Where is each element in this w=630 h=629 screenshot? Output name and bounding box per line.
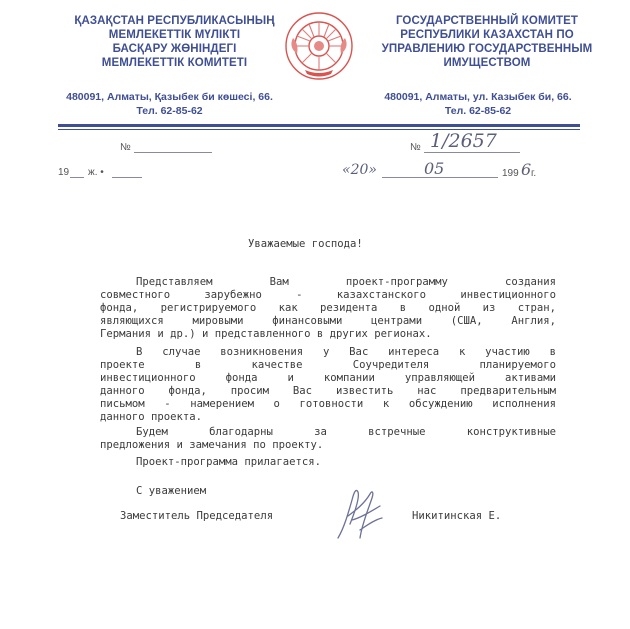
paragraph-line: фонда, регистрируемого как резидента в одной из стран, bbox=[100, 302, 556, 314]
greeting: Уважаемые господа! bbox=[248, 238, 363, 250]
signer-title: Заместитель Председателя bbox=[120, 510, 274, 522]
paragraph-line: данного фонда, просим Вас известить нас предварительным bbox=[100, 385, 556, 397]
closing: С уважением bbox=[136, 485, 207, 497]
phone-text: Тел. 62-85-62 bbox=[136, 105, 203, 117]
address-text: 480091, Алматы, Қазыбек би көшесі, 66. bbox=[66, 91, 273, 103]
left-date-suffix: ж. • bbox=[88, 167, 104, 178]
letterhead-left-line: ҚАЗАҚСТАН РЕСПУБЛИКАСЫНЫҢ bbox=[74, 15, 275, 27]
left-date-prefix: 19 bbox=[58, 167, 70, 178]
letterhead-right-line: ИМУЩЕСТВОМ bbox=[443, 57, 531, 69]
left-number-line bbox=[134, 152, 212, 153]
letterhead-kazakh-title bbox=[62, 14, 287, 70]
right-date-year-prefix: 199 bbox=[502, 168, 519, 179]
paragraph-3 bbox=[100, 426, 556, 452]
letterhead-right-line: УПРАВЛЕНИЮ ГОСУДАРСТВЕННЫМ bbox=[381, 43, 593, 55]
paragraph-line: совместного зарубежно - казахстанского инвестиционного bbox=[100, 289, 556, 301]
handwritten-signature-icon bbox=[330, 480, 390, 546]
paragraph-2 bbox=[100, 346, 556, 424]
letterhead-left-line: МЕМЛЕКЕТТІК КОМИТЕТІ bbox=[101, 57, 248, 69]
right-number-value: 1/2657 bbox=[430, 130, 497, 152]
left-date-line bbox=[70, 177, 84, 178]
state-emblem-icon bbox=[283, 10, 355, 82]
letterhead-right-line: ГОСУДАРСТВЕННЫЙ КОМИТЕТ bbox=[395, 15, 579, 27]
right-number-line bbox=[424, 152, 520, 153]
letterhead-russian-title bbox=[372, 14, 602, 70]
paragraph-line: предложения и замечания по проекту. bbox=[100, 439, 324, 451]
paragraph-line: проекте в качестве Соучредителя планируемого bbox=[100, 359, 556, 371]
paragraph-4: Проект-программа прилагается. bbox=[136, 456, 321, 468]
right-date-year-suffix: г. bbox=[531, 168, 537, 179]
right-number-label: № bbox=[410, 142, 421, 153]
letterhead-right-address bbox=[378, 90, 578, 118]
phone-text: Тел. 62-85-62 bbox=[444, 105, 512, 117]
letterhead-left-line: МЕМЛЕКЕТТІК МҮЛІКТІ bbox=[108, 29, 241, 41]
paragraph-line: Германия и др.) и представленного в других регионах. bbox=[100, 328, 432, 340]
paragraph-line: данного проекта. bbox=[100, 411, 203, 423]
left-date-line bbox=[112, 177, 142, 178]
right-date-year-digit: 6 bbox=[521, 160, 532, 179]
paragraph-line: В случае возникновения у Вас интереса к участию в bbox=[136, 346, 556, 358]
letterhead-left-line: БАСҚАРУ ЖӨНІНДЕГІ bbox=[112, 43, 237, 55]
letterhead-left-address bbox=[62, 90, 277, 118]
paragraph-line: Будем благодарны за встречные конструктивные bbox=[136, 426, 556, 438]
left-number-label: № bbox=[120, 142, 131, 153]
paragraph-1 bbox=[100, 276, 556, 341]
right-date-day: «20» bbox=[342, 162, 377, 178]
right-date-month: 05 bbox=[424, 159, 445, 178]
paragraph-line: являющихся мировыми финансовыми центрами (США, Англия, bbox=[100, 315, 556, 327]
paragraph-line: Представляем Вам проект-программу создания bbox=[136, 276, 556, 288]
letterhead-right-line: РЕСПУБЛИКИ КАЗАХСТАН ПО bbox=[400, 29, 574, 41]
letterhead-divider-thin bbox=[58, 129, 580, 130]
paragraph-line: инвестиционного фонда и компании управляющей активами bbox=[100, 372, 556, 384]
paragraph-line: письмом - намерением о готовности к обсуждению исполнения bbox=[100, 398, 556, 410]
letterhead-divider bbox=[58, 124, 580, 127]
address-text: 480091, Алматы, ул. Казыбек би, 66. bbox=[384, 91, 572, 103]
signer-name: Никитинская Е. bbox=[412, 510, 502, 522]
